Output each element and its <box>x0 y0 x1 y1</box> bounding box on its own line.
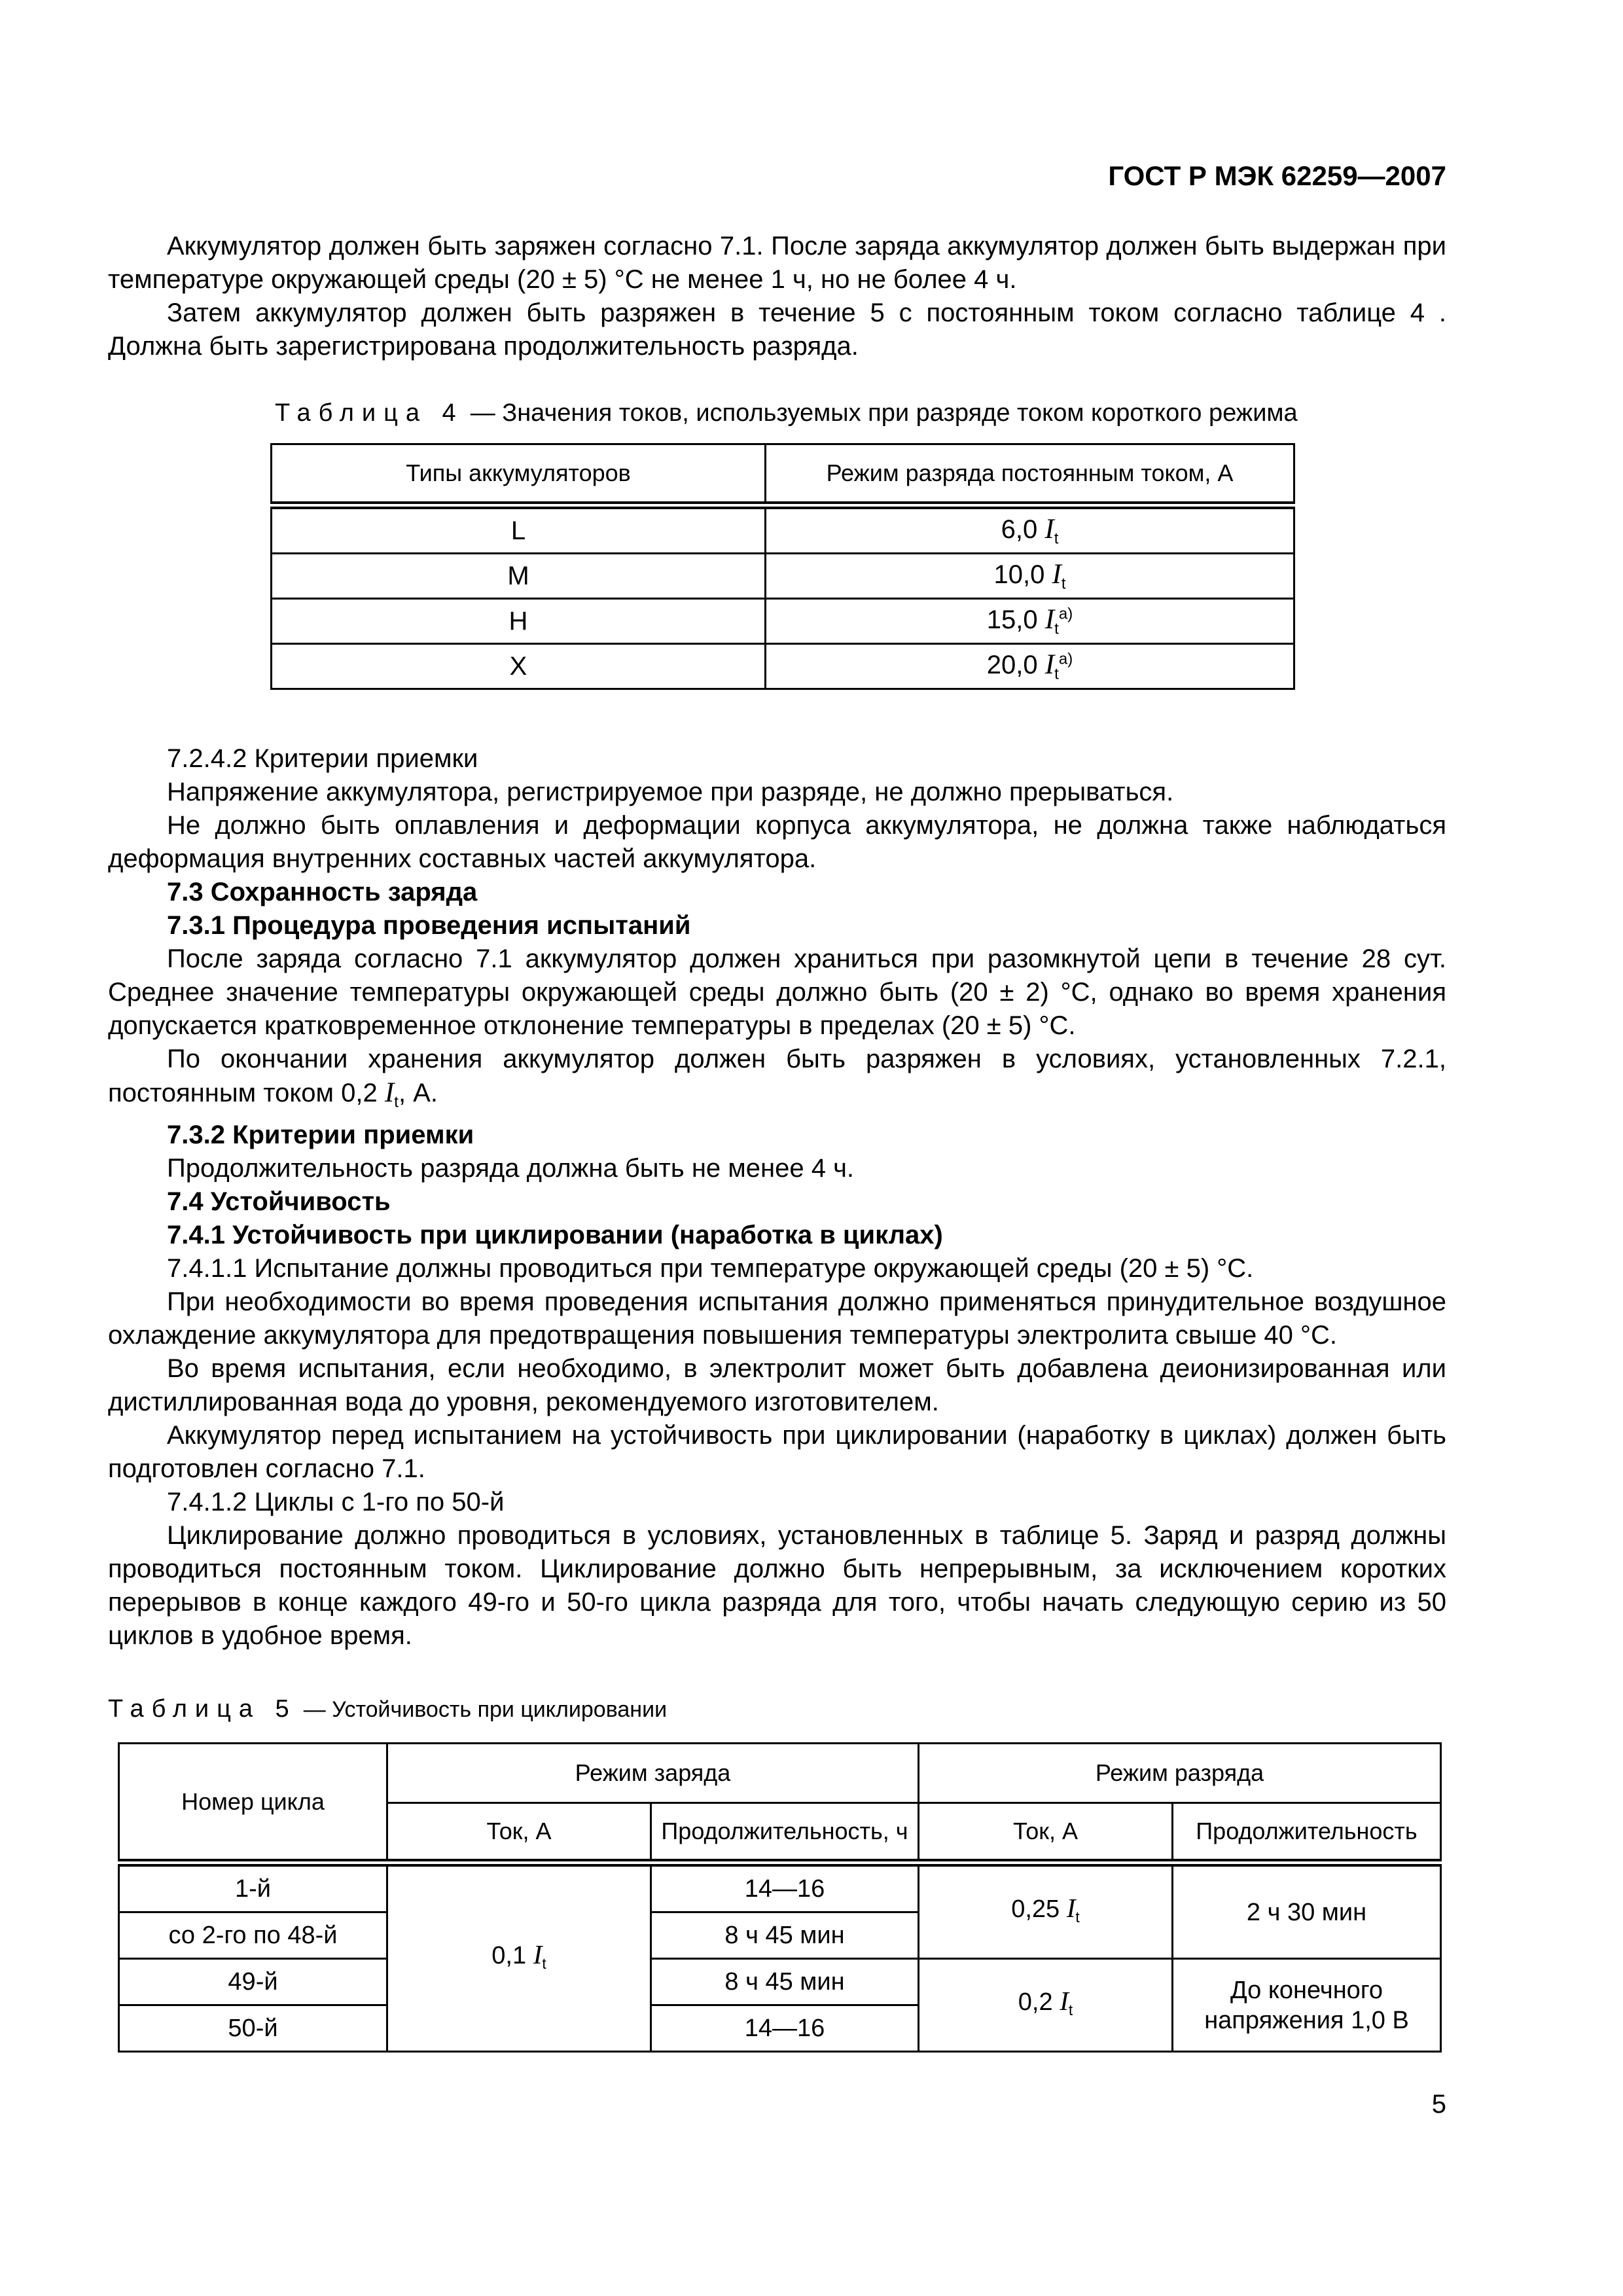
heading-7-3: 7.3 Сохранность заряда <box>167 878 478 906</box>
current-subscript: t <box>394 1093 399 1111</box>
para-after-storage <box>108 1043 1446 1119</box>
charge-duration-cell: 14—16 <box>651 2005 919 2052</box>
heading-7-3-2: 7.3.2 Критерии приемки <box>167 1121 474 1150</box>
battery-type-cell: H <box>272 599 766 644</box>
current-subscript: t <box>1075 1908 1080 1926</box>
current-symbol: I <box>384 1077 395 1108</box>
charge-duration-cell: 8 ч 45 мин <box>651 1959 919 2005</box>
footnote-mark: а) <box>1058 605 1073 623</box>
para-preparation: Аккумулятор перед испытанием на устойчивость при циклировании (наработку в циклах) должен быть подготовлен согласно 7.1. <box>108 1421 1446 1484</box>
heading-7-2-4-2: 7.2.4.2 Критерии приемки <box>167 744 478 773</box>
table-row <box>272 554 1294 599</box>
charge-current-cell <box>387 1863 651 2052</box>
current-symbol: I <box>1044 514 1054 545</box>
para-discharge-5s: Затем аккумулятор должен быть разряжен в течение 5 с постоянным током согласно таблице 4 . Должна быть зарегистрирована продолжительность разряда. <box>108 298 1446 361</box>
table-row <box>119 1959 1441 2005</box>
current-symbol: I <box>1044 649 1055 681</box>
table-5-header-cycle: Номер цикла <box>119 1744 387 1863</box>
table-4 <box>270 443 1295 690</box>
current-subscript: t <box>1061 575 1066 593</box>
cycle-number-cell: 1-й <box>119 1863 387 1912</box>
discharge-rate-cell <box>766 599 1294 644</box>
para-forced-cooling: При необходимости во время проведения испытания должно применяться принудительное воздушное охлаждение аккумулятора для предотвращения повышения температуры электролита свыше 40 °С. <box>108 1287 1446 1350</box>
table-5-header-discharge-current: Ток, А <box>919 1803 1173 1863</box>
battery-type-cell: X <box>272 644 766 689</box>
current-subscript: t <box>1068 2001 1073 2018</box>
page-number: 5 <box>1431 2090 1446 2119</box>
current-subscript: t <box>1054 529 1059 548</box>
table-4-header-mode: Режим разряда постоянным током, А <box>766 444 1294 506</box>
heading-7-4-1-2: 7.4.1.2 Циклы с 1-го по 50-й <box>167 1488 505 1517</box>
discharge-rate-cell <box>766 505 1294 554</box>
rate-value: 15,0 <box>986 605 1038 635</box>
table-5-header-discharge-duration: Продолжительность <box>1173 1803 1441 1863</box>
table-5-caption-title: — Устойчивость при циклировании <box>303 1697 668 1723</box>
discharge-current-value: 0,25 <box>1011 1895 1060 1923</box>
table-row <box>272 505 1294 554</box>
rate-value: 6,0 <box>1001 515 1038 545</box>
rate-value: 10,0 <box>993 560 1045 590</box>
current-subscript: t <box>1054 665 1059 683</box>
cycle-number-cell: 50-й <box>119 2005 387 2052</box>
charge-duration-cell: 14—16 <box>651 1863 919 1912</box>
discharge-duration-cell: До конечного напряжения 1,0 В <box>1173 1959 1441 2052</box>
table-4-header-row <box>272 444 1294 506</box>
para-after-storage-tail: , А. <box>398 1079 438 1107</box>
discharge-rate-cell <box>766 644 1294 689</box>
heading-7-4: 7.4 Устойчивость <box>167 1187 391 1217</box>
footnote-mark: а) <box>1058 650 1073 668</box>
rate-value: 20,0 <box>986 651 1038 680</box>
heading-7-4-1: 7.4.1 Устойчивость при циклировании (наработка в циклах) <box>167 1221 943 1250</box>
battery-type-cell: L <box>272 505 766 554</box>
para-min-duration: Продолжительность разряда должна быть не менее 4 ч. <box>167 1154 855 1183</box>
para-voltage-no-interrupt: Напряжение аккумулятора, регистрируемое при разряде, не должно прерываться. <box>167 778 1174 806</box>
charge-duration-cell: 8 ч 45 мин <box>651 1912 919 1959</box>
table-4-caption-title: — Значения токов, используемых при разряде током короткого режима <box>470 399 1298 427</box>
discharge-current-cell <box>919 1959 1173 2052</box>
discharge-current-value: 0,2 <box>1018 1988 1053 2016</box>
cycle-number-cell: со 2-го по 48-й <box>119 1912 387 1959</box>
table-row <box>272 599 1294 644</box>
table-4-header-types: Типы аккумуляторов <box>272 444 766 506</box>
discharge-rate-cell <box>766 554 1294 599</box>
para-no-melting: Не должно быть оплавления и деформации корпуса аккумулятора, не должна также наблюдаться деформация внутренних составных частей аккумулятора. <box>108 811 1446 873</box>
current-symbol: I <box>1052 559 1061 590</box>
table-5-header-charge-current: Ток, А <box>387 1803 651 1863</box>
discharge-duration-cell: 2 ч 30 мин <box>1173 1863 1441 1959</box>
table-5-caption-label: Таблица 5 <box>108 1695 297 1723</box>
charge-current-value: 0,1 <box>491 1941 527 1969</box>
para-charge-rest: Аккумулятор должен быть заряжен согласно 7.1. После заряда аккумулятор должен быть выдержан при температуре окружающей среды (20 ± 5) °С не менее 1 ч, но не более 4 ч. <box>108 232 1446 294</box>
current-subscript: t <box>542 1954 546 1972</box>
table-row <box>272 644 1294 689</box>
para-cycling: Циклирование должно проводиться в условиях, установленных в таблице 5. Заряд и разряд должны проводиться постоянным током. Циклирование должно быть непрерывным, за исключением коротких перерывов в конце каждого 49-го и 50-го цикла разряда для того, чтобы начать следующую серию из 50 циклов в удобное время. <box>108 1521 1446 1651</box>
table-row <box>119 1863 1441 1912</box>
table-5-caption <box>108 1695 1446 1724</box>
para-after-storage-text: По окончании хранения аккумулятор должен быть разряжен в условиях, установленных 7.2.1, постоянным током 0,2 <box>108 1045 1446 1107</box>
current-symbol: I <box>1066 1892 1076 1923</box>
current-subscript: t <box>1054 620 1059 638</box>
current-symbol: I <box>1044 604 1055 636</box>
cycle-number-cell: 49-й <box>119 1959 387 2005</box>
table-4-caption-label: Таблица 4 <box>275 399 464 427</box>
discharge-current-cell <box>919 1863 1173 1959</box>
table-4-caption <box>275 399 1446 427</box>
para-storage: После заряда согласно 7.1 аккумулятор должен храниться при разомкнутой цепи в течение 28 сут. Среднее значение температуры окружающей среды должно быть (20 ± 2) °С, однако во время хранения допускается кратковременное отклонение температуры в пределах (20 ± 5) °С. <box>108 944 1446 1040</box>
document-code: ГОСТ Р МЭК 62259—2007 <box>1108 160 1446 191</box>
para-electrolyte-water: Во время испытания, если необходимо, в электролит может быть добавлена деионизированная или дистиллированная вода до уровня, рекомендуемого изготовителем. <box>108 1354 1446 1417</box>
table-5 <box>118 1742 1442 2053</box>
battery-type-cell: M <box>272 554 766 599</box>
table-5-header-row-1 <box>119 1744 1441 1803</box>
heading-7-3-1: 7.3.1 Процедура проведения испытаний <box>167 911 691 940</box>
table-5-header-discharge: Режим разряда <box>919 1744 1441 1803</box>
table-5-header-charge-duration: Продолжительность, ч <box>651 1803 919 1863</box>
table-5-header-charge: Режим заряда <box>387 1744 919 1803</box>
current-symbol: I <box>533 1939 543 1969</box>
current-symbol: I <box>1060 1985 1069 2016</box>
para-7-4-1-1: 7.4.1.1 Испытание должны проводиться при температуре окружающей среды (20 ± 5) °С. <box>167 1254 1254 1283</box>
